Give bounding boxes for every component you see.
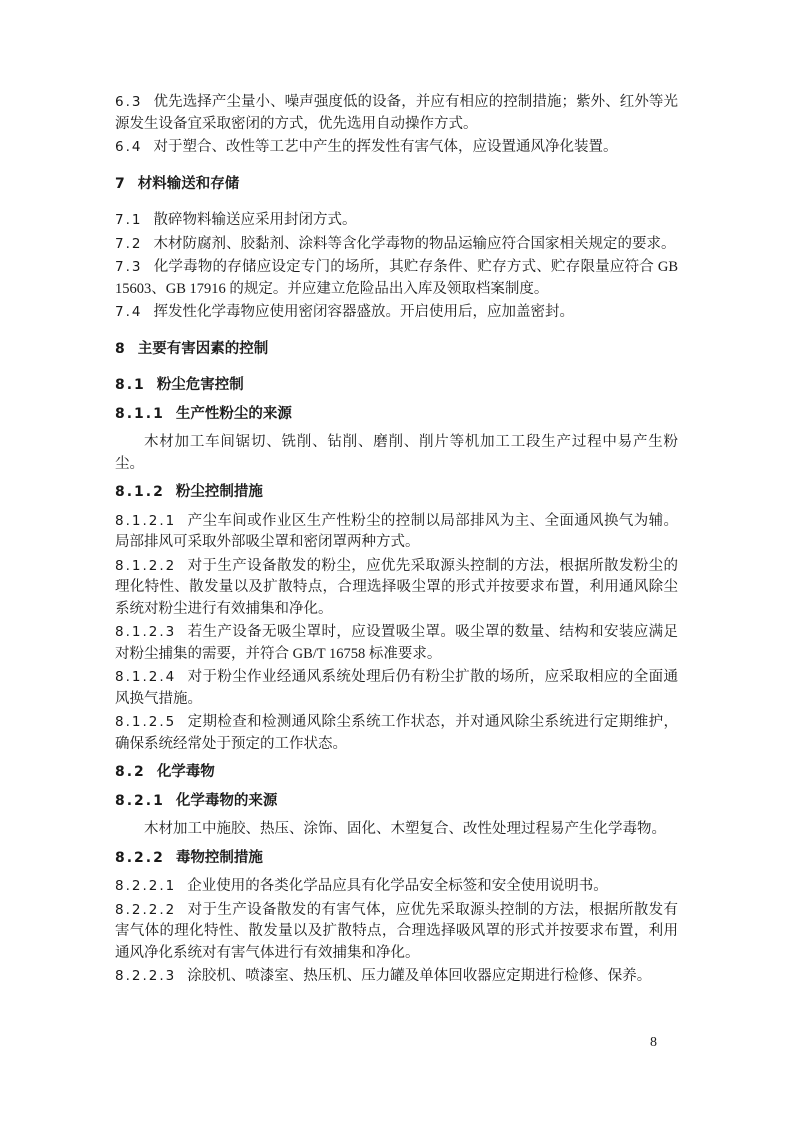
- clause-number: 8.1.2.3: [115, 624, 177, 640]
- subsection-heading-8-1-2: [115, 482, 678, 504]
- clause-8-2-2-1: [115, 876, 678, 898]
- clause-6-4: [115, 137, 678, 159]
- section-number: 8: [115, 340, 127, 357]
- clause-number: 7.3: [115, 259, 143, 275]
- subsection-number: 8.2.2: [115, 849, 165, 866]
- clause-7-4: [115, 302, 678, 324]
- subsection-heading-8-2-2: [115, 848, 678, 870]
- subsection-heading-8-2-1: [115, 791, 678, 813]
- body-paragraph-8-2-1: [115, 819, 678, 841]
- clause-8-1-2-5: [115, 712, 678, 755]
- page-number: 8: [650, 1035, 657, 1050]
- clause-8-1-2-2: [115, 556, 678, 621]
- clause-text: 优先选择产尘量小、噪声强度低的设备，并应有相应的控制措施；紫外、红外等光源发生设备宜采取密闭的方式，优先选用自动操作方式。: [115, 94, 678, 132]
- clause-number: 7.4: [115, 304, 143, 320]
- clause-text: 企业使用的各类化学品应具有化学品安全标签和安全使用说明书。: [187, 878, 608, 894]
- subsection-title: 生产性粉尘的来源: [175, 405, 292, 422]
- clause-6-3: [115, 92, 678, 135]
- subsection-number: 8.1.2: [115, 484, 165, 500]
- clause-text: 对于生产设备散发的粉尘，应优先采取源头控制的方法，根据所散发粉尘的理化特性、散发量以及扩散特点，合理选择吸尘罩的形式并按要求布置，利用通风除尘系统对粉尘进行有效捕集和净化。: [115, 557, 678, 617]
- clause-number: 8.1.2.1: [115, 512, 177, 529]
- section-title: 材料输送和存储: [137, 175, 240, 192]
- clause-8-2-2-2: [115, 900, 678, 965]
- subsection-title: 毒物控制措施: [175, 849, 263, 866]
- section-heading-8: [115, 339, 678, 361]
- clause-8-1-2-3: [115, 622, 678, 665]
- clause-text: 化学毒物的存储应设定专门的场所，其贮存条件、贮存方式、贮存限量应符合 GB 15603、GB 17916 的规定。并应建立危险品出入库及领取档案制度。: [115, 259, 678, 297]
- clause-7-1: [115, 210, 678, 232]
- clause-text: 对于生产设备散发的有害气体，应优先采取源头控制的方法，根据所散发有害气体的理化特性、散发量以及扩散特点，合理选择吸风罩的形式并按要求布置，利用通风净化系统对有害气体进行有效捕集和净化。: [115, 901, 678, 961]
- subsection-title: 粉尘控制措施: [175, 484, 263, 500]
- clause-7-2: [115, 234, 678, 256]
- paragraph-text: 木材加工车间锯切、铣削、钻削、磨削、削片等机加工工段生产过程中易产生粉尘。: [115, 434, 678, 472]
- clause-text: 对于粉尘作业经通风系统处理后仍有粉尘扩散的场所，应采取相应的全面通风换气措施。: [115, 669, 678, 707]
- document-body: [115, 92, 678, 990]
- clause-8-2-2-3: [115, 966, 678, 988]
- clause-text: 散碎物料输送应采用封闭方式。: [153, 212, 357, 228]
- clause-text: 涂胶机、喷漆室、热压机、压力罐及单体回收器应定期进行检修、保养。: [187, 968, 652, 984]
- subsection-number: 8.2.1: [115, 792, 165, 809]
- subsection-title: 化学毒物: [156, 764, 215, 780]
- clause-number: 8.2.2.2: [115, 901, 177, 918]
- subsection-title: 化学毒物的来源: [175, 792, 278, 809]
- clause-7-3: [115, 257, 678, 300]
- clause-number: 8.1.2.4: [115, 669, 177, 685]
- clause-text: 挥发性化学毒物应使用密闭容器盛放。开启使用后，应加盖密封。: [153, 304, 574, 320]
- paragraph-text: 木材加工中施胶、热压、涂饰、固化、木塑复合、改性处理过程易产生化学毒物。: [144, 821, 666, 837]
- clause-number: 7.1: [115, 212, 143, 228]
- clause-8-1-2-4: [115, 667, 678, 710]
- section-heading-7: [115, 174, 678, 196]
- subsection-heading-8-2: [115, 762, 678, 784]
- clause-number: 6.4: [115, 139, 143, 155]
- section-number: 7: [115, 175, 127, 192]
- clause-text: 对于塑合、改性等工艺中产生的挥发性有害气体，应设置通风净化装置。: [153, 139, 618, 155]
- clause-number: 8.1.2.5: [115, 714, 177, 730]
- subsection-title: 粉尘危害控制: [156, 377, 244, 393]
- clause-number: 8.1.2.2: [115, 557, 177, 574]
- section-title: 主要有害因素的控制: [137, 340, 269, 357]
- body-paragraph-8-1-1: [115, 432, 678, 475]
- clause-text: 产尘车间或作业区生产性粉尘的控制以局部排风为主、全面通风换气为辅。局部排风可采取外部吸尘罩和密闭罩两种方式。: [115, 512, 678, 550]
- clause-text: 木材防腐剂、胶黏剂、涂料等含化学毒物的物品运输应符合国家相关规定的要求。: [153, 235, 676, 252]
- clause-text: 若生产设备无吸尘罩时，应设置吸尘罩。吸尘罩的数量、结构和安装应满足对粉尘捕集的需要，并符合 GB/T 16758 标准要求。: [115, 624, 678, 662]
- clause-8-1-2-1: [115, 511, 678, 554]
- subsection-number: 8.1: [115, 377, 146, 393]
- subsection-heading-8-1: [115, 375, 678, 397]
- clause-text: 定期检查和检测通风除尘系统工作状态，并对通风除尘系统进行定期维护，确保系统经常处于预定的工作状态。: [115, 714, 678, 752]
- clause-number: 8.2.2.3: [115, 968, 177, 984]
- subsection-heading-8-1-1: [115, 404, 678, 426]
- clause-number: 6.3: [115, 94, 143, 110]
- subsection-number: 8.1.1: [115, 405, 165, 422]
- clause-number: 7.2: [115, 235, 143, 252]
- subsection-number: 8.2: [115, 764, 146, 780]
- clause-number: 8.2.2.1: [115, 878, 177, 894]
